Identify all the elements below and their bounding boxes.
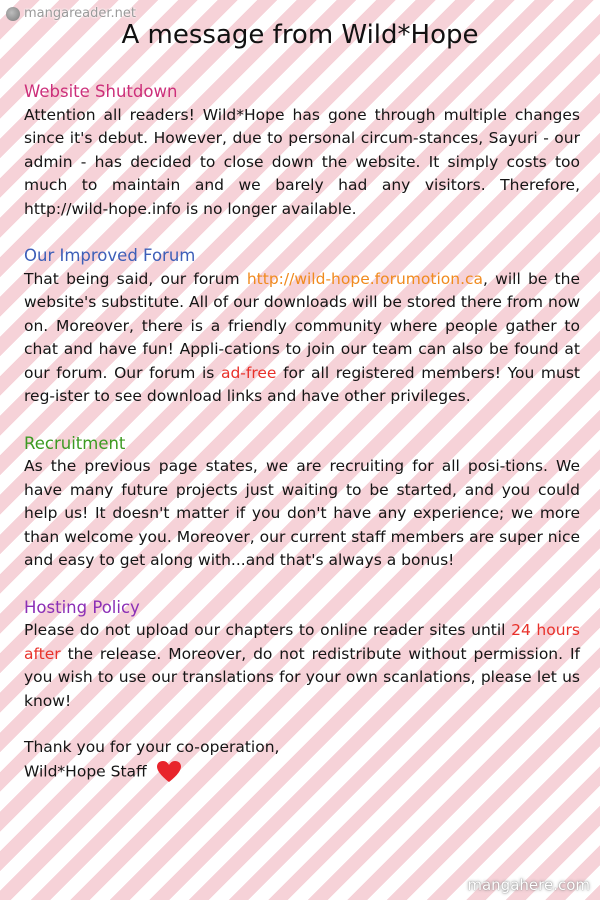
- heart-icon: [156, 760, 182, 784]
- closing: [24, 736, 580, 784]
- section-heading: Website Shutdown: [24, 82, 178, 101]
- highlight-text: ad-free: [220, 363, 277, 382]
- section-website-shutdown: [24, 80, 580, 221]
- forum-link[interactable]: http://wild-hope.forumotion.ca: [246, 269, 484, 288]
- paragraph-text: That being said, our forum: [24, 269, 247, 288]
- signature-line: [24, 760, 580, 784]
- section-heading: Recruitment: [24, 433, 126, 453]
- watermark-top: [6, 6, 136, 21]
- section-hosting-policy: [24, 596, 580, 714]
- highlight-text: 24 hours after: [24, 621, 580, 663]
- page-title: A message from Wild*Hope: [121, 20, 479, 50]
- section-heading: Hosting Policy: [24, 597, 140, 617]
- message-body: [24, 80, 580, 784]
- watermark-bottom: mangahere.com: [467, 876, 590, 894]
- section-heading: Our Improved Forum: [24, 246, 196, 265]
- logo-mark-icon: [6, 7, 20, 21]
- closing-line: Thank you for your co-operation,: [24, 738, 280, 756]
- paragraph-text: for all registered members! You must reg-ister to see download links and have other privileges.: [24, 363, 580, 405]
- section-improved-forum: [24, 244, 580, 409]
- section-paragraph: [24, 619, 580, 713]
- watermark-top-text: mangareader.net: [24, 6, 136, 21]
- section-paragraph: [24, 268, 580, 409]
- paragraph-text: Please do not upload our chapters to online reader sites until: [24, 621, 512, 639]
- paragraph-text: the release. Moreover, do not redistribute without permission. If you wish to use our translations for your own scanlations, please let us know!: [24, 644, 580, 710]
- paragraph-text: , will be the website's substitute. All of our downloads will be stored there from now on. Moreover, there is a friendly community where people gather to chat and have fun! Appli-cations to join our team can also be found at our forum. Our forum is: [24, 269, 580, 382]
- section-paragraph: Attention all readers! Wild*Hope has gone through multiple changes since it's debut. However, due to personal circum-stances, Sayuri - our admin - has decided to close down the website. It simply costs too much to maintain and we barely had any visitors. Therefore, http://wild-hope.info is no longer available.: [24, 105, 580, 218]
- section-paragraph: As the previous page states, we are recruiting for all posi-tions. We have many future projects just waiting to be started, and you could help us! It doesn't matter if you don't have any experience; we more than welcome you. Moreover, our current staff members are super nice and easy to get along with...and that's always a bonus!: [24, 457, 580, 569]
- section-recruitment: [24, 432, 580, 573]
- signature-text: Wild*Hope Staff: [24, 762, 147, 780]
